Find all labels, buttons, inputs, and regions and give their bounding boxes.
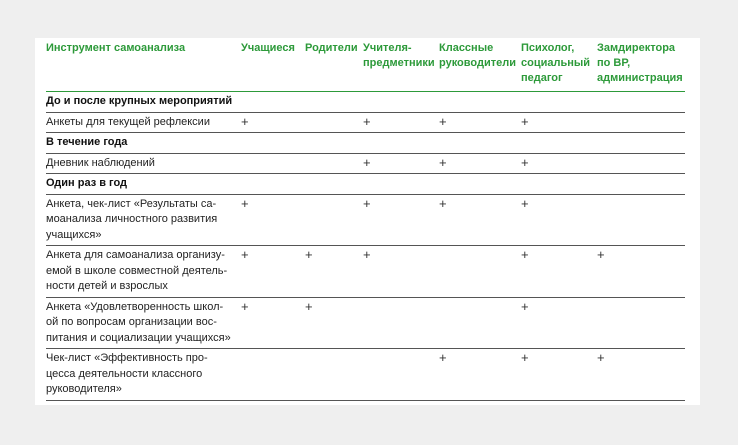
table-row — [46, 194, 685, 246]
empty-cell — [305, 194, 363, 246]
header-deputy-director — [597, 40, 685, 92]
empty-cell — [241, 153, 305, 174]
plus-mark: + — [305, 297, 363, 349]
section-title: До и после крупных мероприятий — [46, 92, 685, 113]
tool-name: Чек-лист «Эффективность про- цесса деятельности классного руководителя» — [46, 349, 241, 401]
section-title: Один раз в год — [46, 174, 685, 195]
plus-mark: + — [521, 153, 597, 174]
header-label: Замдиректора по ВР, администрация — [597, 42, 683, 84]
section-row — [46, 133, 685, 154]
plus-mark: + — [305, 246, 363, 298]
empty-cell — [597, 297, 685, 349]
empty-cell — [597, 194, 685, 246]
tool-name: Анкеты для текущей рефлексии — [46, 112, 241, 133]
plus-mark: + — [363, 153, 439, 174]
header-label: Инструмент самоанализа — [46, 42, 186, 54]
plus-mark: + — [439, 194, 521, 246]
empty-cell — [241, 349, 305, 401]
plus-mark: + — [241, 246, 305, 298]
section-row — [46, 174, 685, 195]
document-page — [35, 38, 700, 405]
header-label: Учителя- предметники — [363, 42, 435, 69]
header-label: Классные руководители — [439, 42, 516, 69]
tool-name: Анкета для самоанализа организу- емой в школе совместной деятель- ности детей и взрослых — [46, 246, 241, 298]
plus-mark: + — [363, 112, 439, 133]
plus-mark: + — [241, 194, 305, 246]
plus-mark: + — [521, 349, 597, 401]
empty-cell — [363, 349, 439, 401]
plus-mark: + — [597, 349, 685, 401]
plus-mark: + — [439, 112, 521, 133]
section-title: В течение года — [46, 133, 685, 154]
plus-mark: + — [439, 153, 521, 174]
table-row — [46, 246, 685, 298]
header-class-teachers — [439, 40, 521, 92]
header-subject-teachers — [363, 40, 439, 92]
header-students — [241, 40, 305, 92]
plus-mark: + — [521, 194, 597, 246]
empty-cell — [305, 112, 363, 133]
plus-mark: + — [597, 246, 685, 298]
section-row — [46, 92, 685, 113]
table-header-row — [46, 40, 685, 92]
table-row — [46, 153, 685, 174]
tool-name: Дневник наблюдений — [46, 153, 241, 174]
table-row — [46, 297, 685, 349]
header-tool — [46, 40, 241, 92]
empty-cell — [597, 153, 685, 174]
header-label: Учащиеся — [241, 42, 295, 54]
plus-mark: + — [439, 349, 521, 401]
empty-cell — [363, 297, 439, 349]
tool-name: Анкета, чек-лист «Результаты са- моанализа личностного развития учащихся» — [46, 194, 241, 246]
empty-cell — [597, 112, 685, 133]
self-analysis-tools-table — [46, 40, 685, 401]
table-body — [46, 92, 685, 401]
header-parents — [305, 40, 363, 92]
plus-mark: + — [363, 246, 439, 298]
header-psychologist — [521, 40, 597, 92]
empty-cell — [305, 153, 363, 174]
plus-mark: + — [521, 246, 597, 298]
plus-mark: + — [521, 297, 597, 349]
plus-mark: + — [241, 112, 305, 133]
header-label: Родители — [305, 42, 358, 54]
empty-cell — [305, 349, 363, 401]
plus-mark: + — [521, 112, 597, 133]
plus-mark: + — [241, 297, 305, 349]
empty-cell — [439, 297, 521, 349]
empty-cell — [439, 246, 521, 298]
table-row — [46, 349, 685, 401]
tool-name: Анкета «Удовлетворенность школ- ой по вопросам организации вос- питания и социализации учащихся» — [46, 297, 241, 349]
plus-mark: + — [363, 194, 439, 246]
table-row — [46, 112, 685, 133]
header-label: Психолог, социальный педагог — [521, 42, 591, 84]
